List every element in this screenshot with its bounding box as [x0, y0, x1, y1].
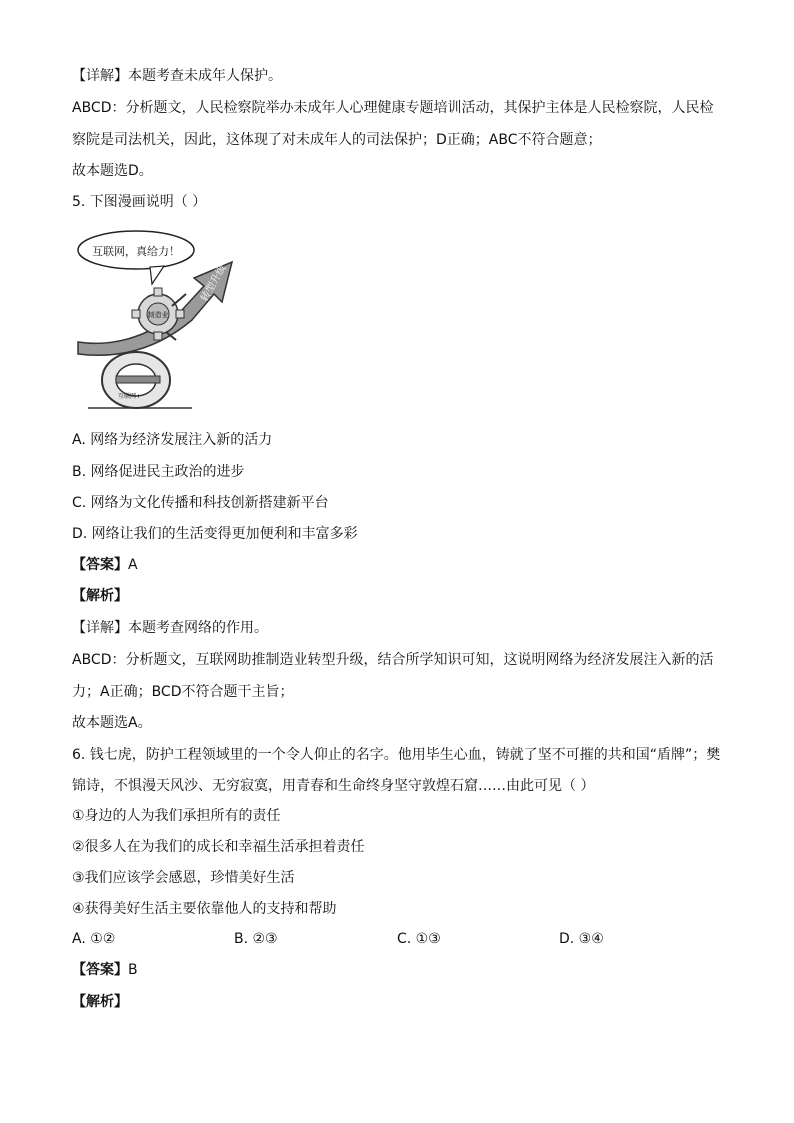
- option-6-b: B. ②③: [234, 931, 278, 947]
- conclusion-line: 故本题选D。: [72, 163, 153, 179]
- gear-character-icon: [132, 288, 186, 340]
- detail-5-line-1: 【详解】本题考查网络的作用。: [72, 620, 268, 636]
- question-6-options: [72, 929, 722, 949]
- conclusion-5: 故本题选A。: [72, 715, 152, 731]
- detail-line-3: 察院是司法机关，因此，这体现了对未成年人的司法保护；D正确；ABC不符合题意；: [72, 132, 602, 148]
- analysis-label-6: 【解析】: [72, 994, 128, 1010]
- detail-line-1: 【详解】本题考查未成年人保护。: [72, 68, 282, 84]
- answer-label: 【答案】: [72, 962, 128, 978]
- analysis-label-5: 【解析】: [72, 588, 128, 604]
- detail-5-line-3: 力；A正确；BCD不符合题干主旨；: [72, 684, 294, 700]
- option-6-a: A. ①②: [72, 931, 116, 947]
- detail-5-line-2: ABCD：分析题文，互联网助推制造业转型升级，结合所学知识可知，这说明网络为经济发展注入新的活: [72, 652, 714, 668]
- answer-value: A: [128, 557, 138, 573]
- question-6-line-2: 锦诗，不惧漫天风沙、无穷寂寞，用青春和生命终身坚守敦煌石窟……由此可见（ ）: [72, 778, 595, 794]
- statement-3: ③我们应该学会感恩，珍惜美好生活: [72, 870, 295, 886]
- option-a: A. 网络为经济发展注入新的活力: [72, 432, 273, 448]
- answer-value: B: [128, 962, 138, 978]
- option-6-c: C. ①③: [397, 931, 441, 947]
- internet-e-icon: [102, 352, 170, 408]
- detail-line-2: ABCD：分析题文，人民检察院举办未成年人心理健康专题培训活动，其保护主体是人民检察院，人民检: [72, 100, 714, 116]
- answer-5: [72, 555, 138, 575]
- statement-1: ①身边的人为我们承担所有的责任: [72, 808, 281, 824]
- e-label: 互联网+: [118, 393, 142, 400]
- option-c: C. 网络为文化传播和科技创新搭建新平台: [72, 495, 329, 511]
- question-5: 5. 下图漫画说明（ ）: [72, 194, 207, 210]
- gear-label: 制造业: [147, 311, 169, 319]
- arrow-label: 转型升级: [199, 263, 229, 304]
- option-d: D. 网络让我们的生活变得更加便利和丰富多彩: [72, 526, 358, 542]
- answer-6: [72, 960, 138, 980]
- statement-2: ②很多人在为我们的成长和幸福生活承担着责任: [72, 839, 365, 855]
- cartoon-illustration: [72, 222, 252, 414]
- option-b: B. 网络促进民主政治的进步: [72, 464, 245, 480]
- option-6-d: D. ③④: [559, 931, 604, 947]
- question-6-line-1: 6. 钱七虎，防护工程领域里的一个令人仰止的名字。他用毕生心血，铸就了坚不可摧的共和国“盾牌”；樊: [72, 747, 721, 763]
- statement-4: ④获得美好生活主要依靠他人的支持和帮助: [72, 901, 337, 917]
- bubble-text: 互联网，真给力！: [92, 245, 180, 258]
- answer-label: 【答案】: [72, 557, 128, 573]
